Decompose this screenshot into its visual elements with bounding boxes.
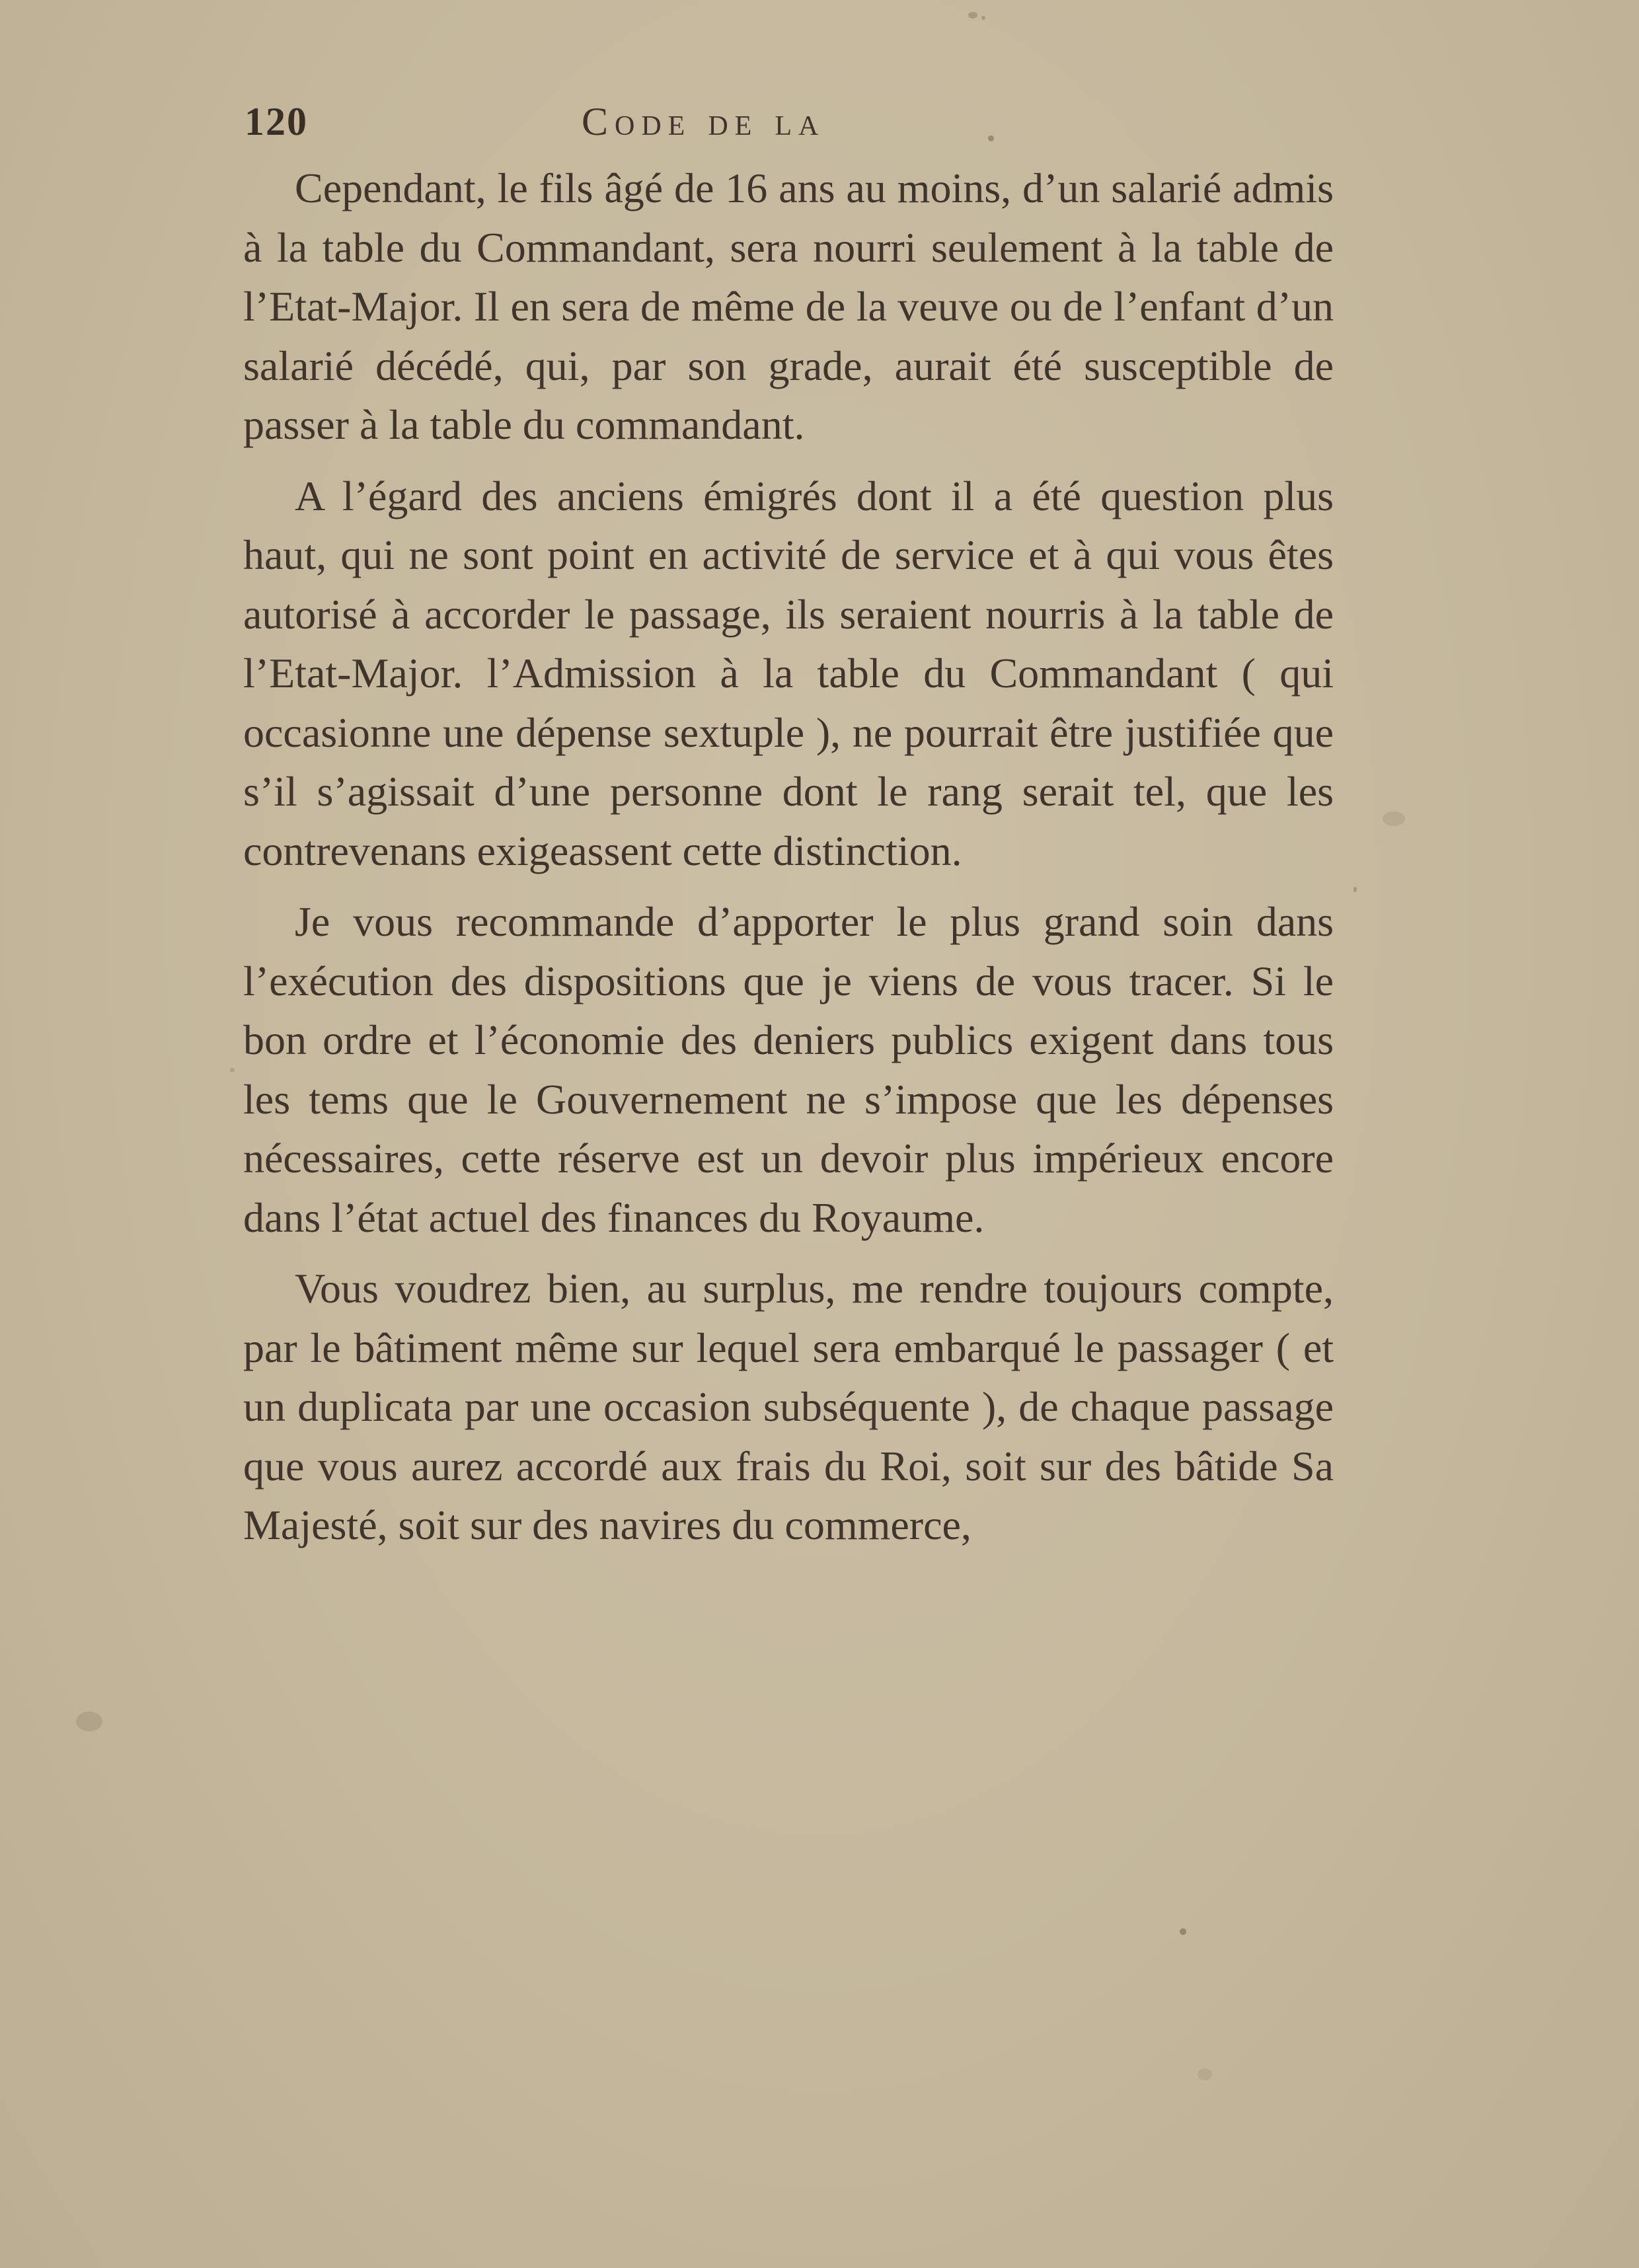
body-text	[243, 159, 1334, 1567]
paper-speck	[230, 1068, 235, 1073]
paragraph: A l’égard des anciens émigrés dont il a été question plus haut, qui ne sont point en activité de service et à qui vous êtes autorisé à accorder le passage, ils seraient nourris à la table de l’Etat-Major. l’Admission à la table du Commandant ( qui occasionne une dépense sextuple ), ne pourrait être justifiée que s’il s’agissait d’une personne dont le rang serait tel, que les contrevenans exigeassent cette distinction.	[243, 472, 1334, 874]
page-number: 120	[245, 100, 308, 143]
paper-speck	[76, 1712, 102, 1731]
paper-speck	[968, 12, 977, 19]
paper-speck	[981, 16, 985, 20]
paragraph: Vous voudrez bien, au surplus, me rendre toujours compte, par le bâtiment même sur lequel sera embarqué le passager ( et un duplicata par une occasion subséquente ), de chaque passage que vous aurez accordé aux frais du Roi, soit sur des bâtide Sa Majesté, soit sur des navires du commerce,	[243, 1265, 1334, 1548]
paragraph: Je vous recommande d’apporter le plus grand soin dans l’exécution des dispositions que je viens de vous tracer. Si le bon ordre et l’économie des deniers publics exigent dans tous les tems que le Gouvernement ne s’impose que les dépenses nécessaires, cette réserve est un devoir plus impérieux encore dans l’état actuel des finances du Royaume.	[243, 898, 1334, 1241]
paper-speck	[1180, 1928, 1186, 1935]
running-title: Code de la	[582, 100, 825, 143]
paper-speck	[1353, 887, 1357, 892]
paragraph: Cependant, le fils âgé de 16 ans au moins, d’un salarié admis à la table du Commandant, sera nourri seulement à la table de l’Etat-Major. Il en sera de même de la veuve ou de l’enfant d’un salarié décédé, qui, par son grade, aurait été susceptible de passer à la table du commandant.	[243, 165, 1334, 448]
paper-speck	[1198, 2068, 1212, 2080]
paper-speck	[1383, 812, 1405, 826]
page-header	[245, 99, 1335, 152]
